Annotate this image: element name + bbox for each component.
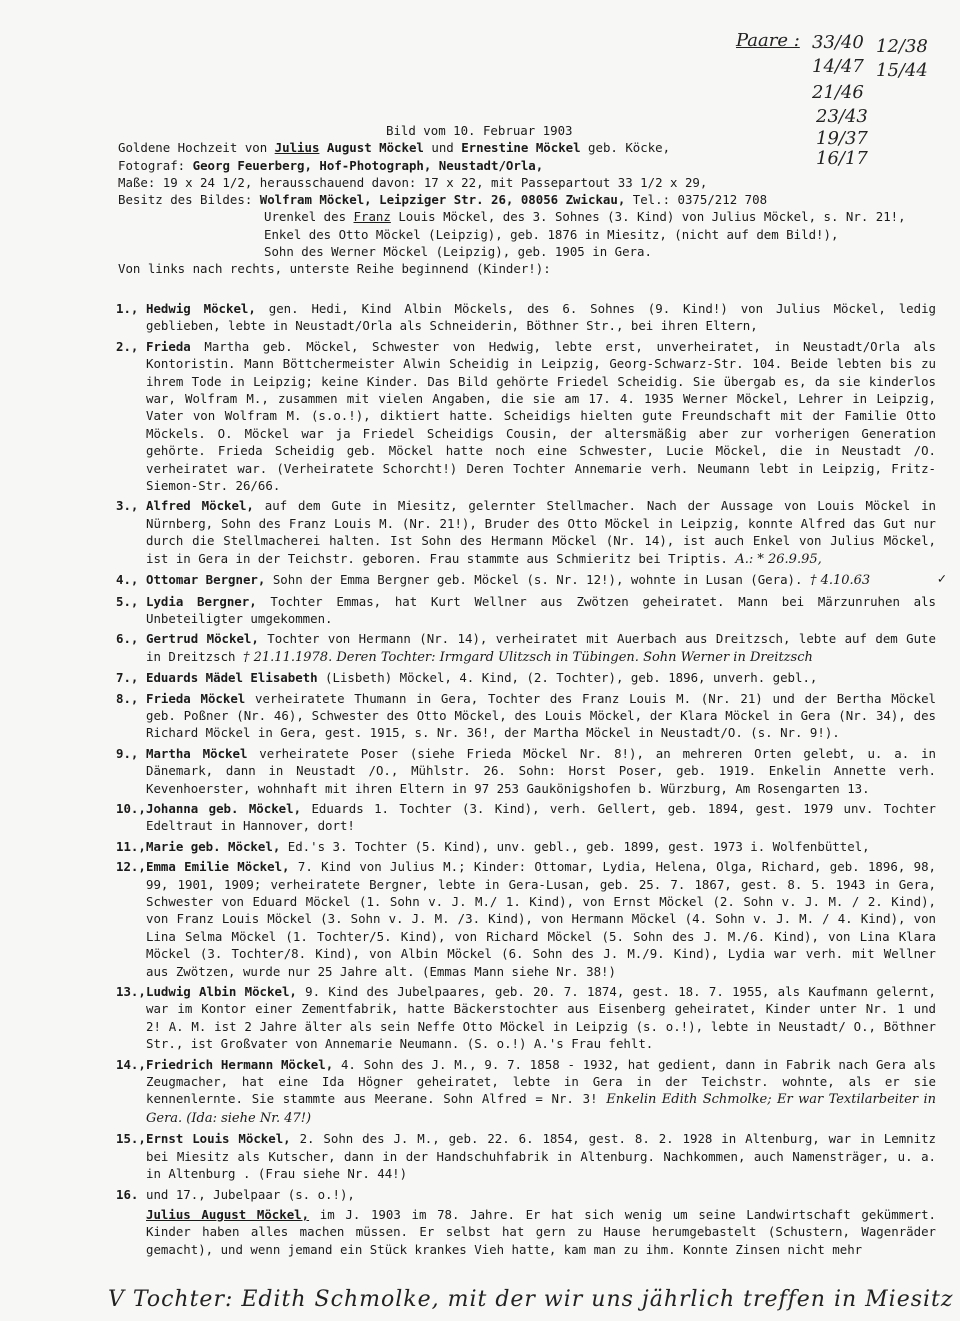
- document-header: [118, 122, 938, 278]
- header-line-lineage-3: Sohn des Werner Möckel (Leipzig), geb. 1905 in Gera.: [264, 244, 652, 260]
- list-item: 10., Johanna geb. Möckel, Eduards 1. Tochter (3. Kind), verh. Gellert, geb. 1894, gest. 1979 unv. Tochter Edeltraut in Hannover, dort!: [116, 800, 936, 834]
- list-item: 8., Frieda Möckel verheiratete Thumann in Gera, Tochter des Franz Louis M. (Nr. 21) und der Bertha Möckel geb. Poßner (Nr. 46), Schwester des Otto Möckel, des Louis Möckel, der Klara Möckel in Gera (Nr. 34), des Richard Möckel in Gera, gest. 1915, s. Nr. 36!, der Martha Möckel in Neustadt/O. (s. Nr. 9!).: [116, 690, 936, 741]
- pair-value: 33/40: [812, 32, 864, 53]
- handwritten-annotation: † 4.10.63: [809, 573, 871, 589]
- list-item: 14., Friedrich Hermann Möckel, 4. Sohn des J. M., 9. 7. 1858 - 1932, hat gedient, dann in Fabrik nach Gera als Zeugmacher, hat eine Ida Högner geheiratet, lebte in Gera in der Teichstr. wohnte, als er sie kennenlernte. Sie stammte aus Meerane. Sohn Alfred = Nr. 3! Enkelin Edith Schmolke; Er war Textilarbeiter in Gera. (Ida: siehe Nr. 47!): [116, 1056, 936, 1126]
- list-item: 4., Ottomar Bergner, Sohn der Emma Bergner geb. Möckel (s. Nr. 12!), wohnte in Lusan (Gera). † 4.10.63 ✓: [116, 571, 946, 589]
- handwritten-footer-note: V Tochter: Edith Schmolke, mit der wir uns jährlich treffen in Miesitz: [108, 1287, 954, 1312]
- pair-value: 21/46: [812, 82, 864, 103]
- list-item: 16. und 17., Jubelpaar (s. o.!),: [116, 1186, 355, 1202]
- pair-value: 16/17: [816, 148, 868, 169]
- list-item: 9., Martha Möckel verheiratete Poser (siehe Frieda Möckel Nr. 8!), an mehreren Orten gelebt, u. a. in Dänemark, dann in Neustadt /O., Mühlstr. 26. Sohn: Horst Poser, geb. 1919. Enkelin Annette verh. Kevenhoerster, wohnhaft mit ihren Eltern in 97 253 Gaukönigshofen b. Würzburg, Am Rosengarten 13.: [116, 745, 936, 796]
- list-item: 2., Frieda Martha geb. Möckel, Schwester von Hedwig, lebte erst, unverheiratet, in Neustadt/Orla als Kontoristin. Mann Böttchermeister Alwin Scheidig in Leipzig, Georg-Schwarz-Str. 104. Beide lebten bis zu ihrem Tode in Leipzig; keine Kinder. Das Bild gehörte Friedel Scheidig. Sie übergab es, da sie kinderlos war, Wolfram M., zusammen mit vielen Angaben, die sie am 17. 4. 1935 Werner Möckel, Lehrer in Leipzig, Vater von Wolfram M. (s.o.!), diktiert hatte. Scheidigs hielten gute Freundschaft mit der Familie Otto Möckels. O. Möckel war ja Friedel Scheidigs Cousin, der altersmäßig aber zur vorherigen Generation gehörte. Frieda Scheidig geb. Möckel hatte noch eine Schwester, Lucie Möckel, die in Neustadt /O. verheiratet war. (Verheiratete Schorcht!) Deren Tochter Annemarie verh. Neumann lebt in Leipzig, Fritz-Siemon-Str. 26/66.: [116, 338, 937, 494]
- list-item: 1., Hedwig Möckel, gen. Hedi, Kind Albin Möckels, des 6. Sohnes (9. Kind!) von Julius Möckel, ledig geblieben, lebte in Neustadt/Orla als Schneiderin, Böthner Str., bei ihren Eltern,: [116, 301, 936, 334]
- header-line-dimensions: Maße: 19 x 24 1/2, herausschauend davon: 17 x 22, mit Passepartout 33 1/2 x 29,: [118, 174, 708, 190]
- header-line-lineage-1: Urenkel des Franz Louis Möckel, des 3. Sohnes (3. Kind) von Julius Möckel, s. Nr. 21!,: [264, 209, 906, 225]
- list-item: 13., Ludwig Albin Möckel, 9. Kind des Jubelpaares, geb. 20. 7. 1874, gest. 18. 7. 1955, als Kaufmann gelernt, war im Kontor einer Zementfabrik, hatte Bäckerstochter aus Eisenberg geheiratet, Kinder unter Nr. 1 und 2! A. M. ist 2 Jahre älter als sein Neffe Otto Möckel in Leipzig (s. o.!), lebte in Neustadt/ O., Böthner Str., ist Großvater von Annemarie Neumann. (S. o.!) A.'s Frau fehlt.: [116, 984, 936, 1052]
- person-entries-list: [116, 300, 946, 1261]
- list-item: 6., Gertrud Möckel, Tochter von Hermann (Nr. 14), verheiratet mit Auerbach aus Dreitzsch, lebte auf dem Gute in Dreitzsch † 21.11.1978. Deren Tochter: Irmgard Ulitzsch in Tübingen. Sohn Werner in Dreitzsch: [116, 631, 936, 665]
- list-item: 12., Emma Emilie Möckel, 7. Kind von Julius M.; Kinder: Ottomar, Lydia, Helena, Olga, Richard, geb. 1896, 98, 99, 1901, 1909; verheiratete Bergner, lebte in Gera-Lusan, geb. 25. 7. 1867, gest. 8. 5. 1943 in Gera, Schwester von Eduard Möckel (1. Sohn v. J. M./ 1. Kind), von Ernst Möckel (2. Sohn v. J. M. / 2. Kind), von Franz Louis Möckel (3. Sohn v. J. M. /3. Kind), von Hermann Möckel (4. Sohn v. J. M. / 4. Kind), von Lina Selma Möckel (1. Tochter/5. Kind), von Richard Möckel (5. Sohn des J. M./6. Kind), von Lina Klara Möckel (3. Tochter/8. Kind), von Albin Möckel (6. Sohn des J. M./9. Kind), Lydia war verh. mit Wellner aus Zwötzen, wurde nur 25 Jahre alt. (Emmas Mann siehe Nr. 38!): [116, 859, 936, 979]
- list-item: 5., Lydia Bergner, Tochter Emmas, hat Kurt Wellner aus Zwötzen geheiratet. Mann bei Märzunruhen als Unbeteiligter umgekommen.: [116, 593, 936, 626]
- header-line-occasion: Goldene Hochzeit von Julius August Möckel und Ernestine Möckel geb. Köcke,: [118, 140, 671, 156]
- pair-value: 15/44: [876, 60, 928, 81]
- list-item: Julius August Möckel, im J. 1903 im 78. Jahre. Er hat sich wenig um seine Landwirtschaft gekümmert. Kinder haben alles machen müssen. Er selbst hat gern zu Hause herumgebastelt (Schustern, Wagenräder gemacht), und wenn jemand ein Stück krankes Vieh hatte, kam man zu ihm. Konnte Zinsen nicht mehr: [146, 1206, 937, 1257]
- check-mark-icon: ✓: [937, 571, 946, 588]
- handwritten-annotation: Enkelin Edith Schmolke; Er war Textilarbeiter in Gera. (Ida: siehe Nr. 47!): [146, 1092, 936, 1126]
- pairs-label: Paare :: [736, 30, 800, 51]
- header-line-photographer: Fotograf: Georg Feuerberg, Hof-Photograph, Neustadt/Orla,: [118, 157, 544, 173]
- list-item: 7., Eduards Mädel Elisabeth (Lisbeth) Möckel, 4. Kind, (2. Tochter), geb. 1896, unverh. gebl.,: [116, 670, 818, 686]
- list-item: 11., Marie geb. Möckel, Ed.'s 3. Tochter (5. Kind), unv. gebl., geb. 1899, gest. 1973 i. Wolfenbüttel,: [116, 838, 870, 854]
- header-line-lineage-2: Enkel des Otto Möckel (Leipzig), geb. 1876 in Miesitz, (nicht auf dem Bild!),: [264, 226, 839, 242]
- handwritten-annotation: A.: * 26.9.95,: [735, 551, 822, 567]
- name-julius: Julius: [274, 140, 320, 156]
- pair-value: 19/37: [816, 128, 868, 149]
- pair-value: 12/38: [876, 36, 928, 57]
- header-line-order: Von links nach rechts, unterste Reihe beginnend (Kinder!):: [118, 261, 551, 277]
- document-title: Bild vom 10. Februar 1903: [386, 123, 573, 138]
- header-line-owner: Besitz des Bildes: Wolfram Möckel, Leipziger Str. 26, 08056 Zwickau, Tel.: 0375/212 708: [118, 192, 768, 208]
- list-item: 15., Ernst Louis Möckel, 2. Sohn des J. M., geb. 22. 6. 1854, gest. 8. 2. 1928 in Altenburg, war in Lemnitz bei Miesitz als Kutscher, dann in der Handschuhfabrik in Altenburg. Nachkommen, auch Namensträger, u. a. in Altenburg . (Frau siehe Nr. 44!): [116, 1131, 936, 1182]
- list-item: 3., Alfred Möckel, auf dem Gute in Miesitz, gelernter Stellmacher. Nach der Aussage von Louis Möckel in Nürnberg, Sohn des Franz Louis M. (Nr. 21!), Bruder des Otto Möckel in Leipzig, konnte Alfred das Gut nur durch die Stellmacherei halten. Ist Sohn des Hermann Möckel (Nr. 14), ist auch Enkel von Julius Möckel, ist in Gera in der Teichstr. geboren. Frau stammte aus Schmieritz bei Triptis. A.: * 26.9.95,: [116, 498, 937, 567]
- handwritten-annotation: † 21.11.1978. Deren Tochter: Irmgard Ulitzsch in Tübingen. Sohn Werner in Dreitzsch: [243, 649, 813, 665]
- pair-value: 23/43: [816, 106, 868, 127]
- pair-value: 14/47: [812, 56, 864, 77]
